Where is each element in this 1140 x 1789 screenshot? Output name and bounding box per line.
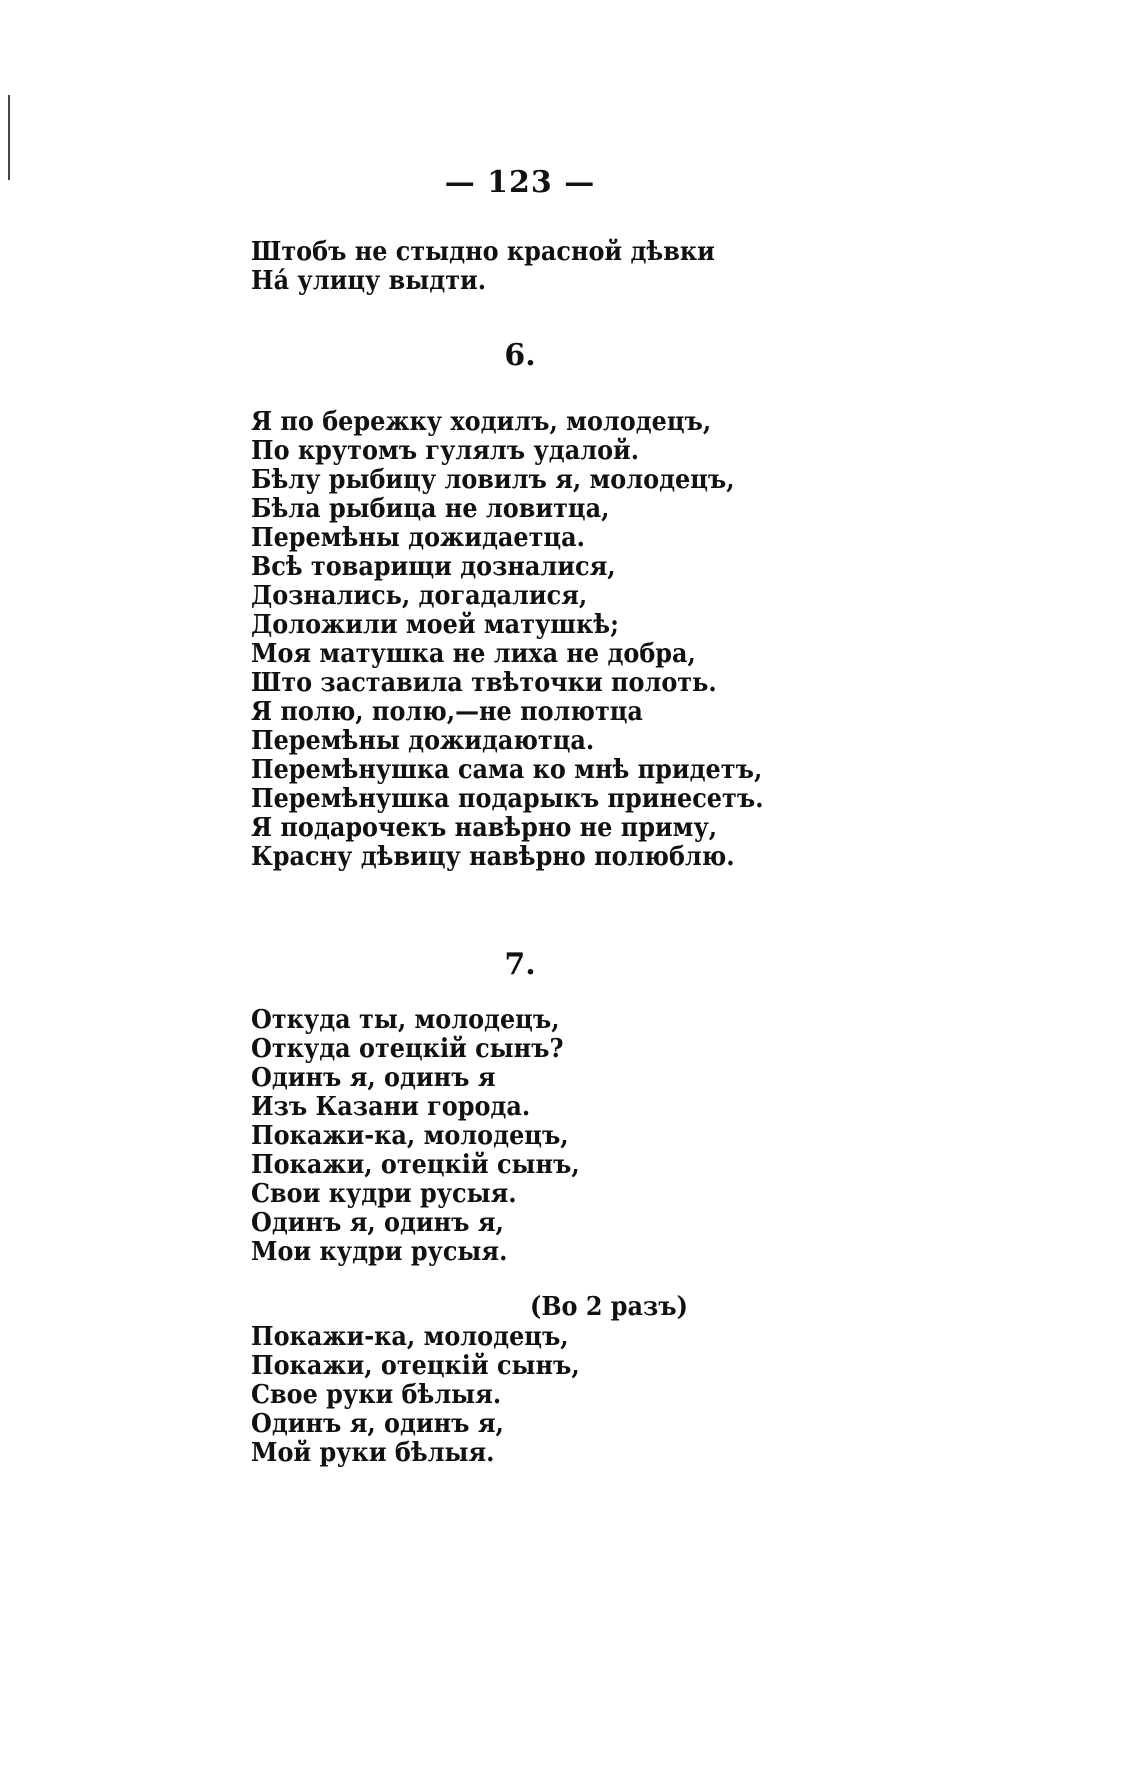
poem-line: Нá улицу выдти. [251, 266, 487, 296]
poem-line: Свои кудри русыя. [251, 1179, 517, 1209]
poem-line: Я полю, полю,—не полютца [251, 697, 643, 727]
poem-line: Одинъ я, одинъ я, [251, 1208, 504, 1238]
poem-line: Покажи, отецкій сынъ, [251, 1150, 580, 1180]
poem-line: Доложили моей матушкѣ; [251, 610, 619, 640]
poem-line: Покажи-ка, молодецъ, [251, 1322, 569, 1352]
poem-line: Откуда ты, молодецъ, [251, 1005, 560, 1035]
poem-line: По крутомъ гулялъ удалой. [251, 436, 640, 466]
poem-line: Перемѣны дожидаетца. [251, 523, 585, 553]
poem-line: Всѣ товарищи дозналися, [251, 552, 616, 582]
poem-line: Изъ Казани города. [251, 1092, 531, 1122]
poem-line: Покажи, отецкій сынъ, [251, 1351, 580, 1381]
poem-line: Моя матушка не лиха не добра, [251, 639, 696, 669]
poem-line: Красну дѣвицу навѣрно полюблю. [251, 842, 735, 872]
poem-line: Одинъ я, одинъ я, [251, 1409, 504, 1439]
poem-line: Бѣлу рыбицу ловилъ я, молодецъ, [251, 465, 735, 495]
poem-line: Мой руки бѣлыя. [251, 1438, 495, 1468]
page-number: — 123 — [444, 165, 596, 200]
intro-stanza [251, 238, 871, 296]
poem-line: Я подарочекъ навѣрно не приму, [251, 813, 718, 843]
poem-line: Покажи-ка, молодецъ, [251, 1121, 569, 1151]
poem-line: Штобъ не стыдно красной дѣвки [251, 237, 715, 267]
song-7-text-part1 [251, 1006, 871, 1267]
poem-line: Перемѣнушка подарыкъ принесетъ. [251, 784, 764, 814]
poem-line: Мои кудри русыя. [251, 1237, 508, 1267]
refrain-note: (Во 2 разъ) [530, 1292, 688, 1322]
song-number-7: 7. [504, 947, 536, 982]
song-number-6: 6. [504, 338, 536, 373]
song-7-text-part2 [251, 1323, 871, 1468]
poem-line: Што заставила твѣточки полоть. [251, 668, 717, 698]
poem-line: Откуда отецкій сынъ? [251, 1034, 564, 1064]
poem-line: Бѣла рыбица не ловитца, [251, 494, 610, 524]
poem-line: Перемѣнушка сама ко мнѣ придетъ, [251, 755, 763, 785]
poem-line: Перемѣны дожидаютца. [251, 726, 595, 756]
poem-line: Одинъ я, одинъ я [251, 1063, 496, 1093]
poem-line: Дознались, догадалися, [251, 581, 588, 611]
poem-line: Свое руки бѣлыя. [251, 1380, 502, 1410]
poem-line: Я по бережку ходилъ, молодецъ, [251, 407, 712, 437]
song-6-text [251, 408, 871, 872]
